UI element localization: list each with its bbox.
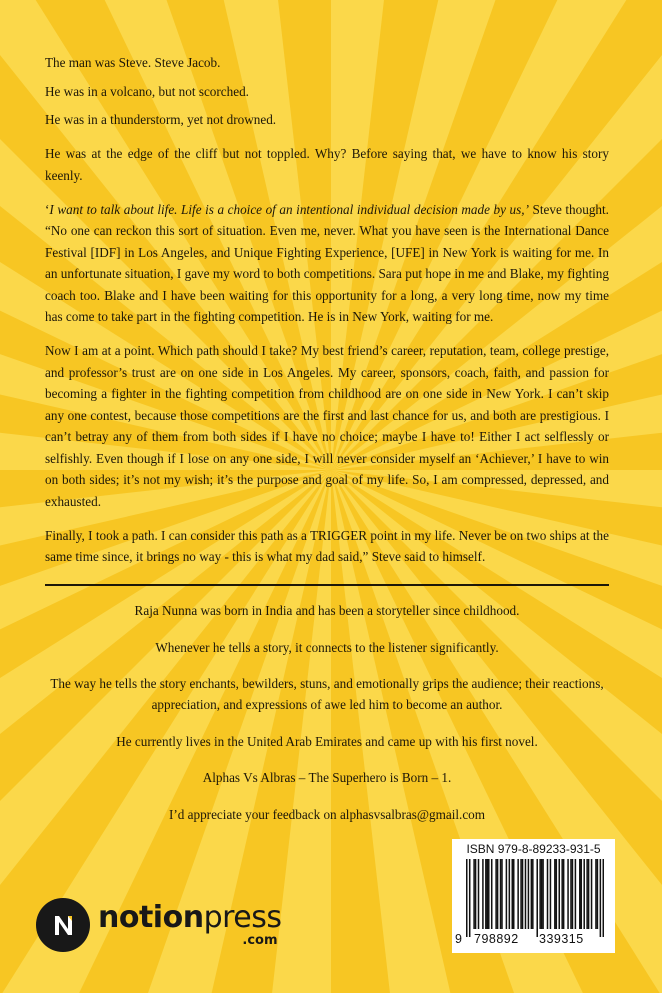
barcode-bar bbox=[506, 859, 508, 929]
barcode-bar bbox=[558, 859, 560, 929]
isbn-label: ISBN 979-8-89233-931-5 bbox=[466, 842, 601, 856]
barcode-bar bbox=[522, 859, 524, 929]
barcode-bar bbox=[554, 859, 556, 929]
barcode-bar bbox=[466, 859, 468, 937]
notionpress-n-icon bbox=[36, 898, 90, 952]
story-paragraph: He was in a volcano, but not scorched. bbox=[45, 83, 249, 99]
barcode-bar bbox=[583, 859, 585, 929]
story-blurb bbox=[45, 52, 609, 580]
book-title-line: Alphas Vs Albras – The Superhero is Born – 1. bbox=[202, 770, 452, 785]
quote-open-mark: ‘ bbox=[45, 201, 50, 217]
barcode-bar bbox=[528, 859, 530, 929]
barcode-bar bbox=[500, 859, 502, 929]
barcode-bar bbox=[579, 859, 581, 929]
barcode-bar bbox=[525, 859, 527, 929]
barcode-bar bbox=[591, 859, 593, 929]
barcode-bar bbox=[572, 859, 574, 929]
barcode-bar bbox=[512, 859, 514, 929]
section-divider bbox=[45, 584, 609, 586]
barcode-bar bbox=[586, 859, 588, 929]
quote-rest: Steve thought. “No one can reckon this sort of situation. Even me, never. What you have seen is the International Dance Festival [IDF] in Los Angeles, and Unique Fighting Experience, [UFE] in New York is waiting for me. In an unfortunate situation, I gave my word to both competitions. Sara put hope in me and Blake, my fighting coach too. Blake and I have been waiting for this opportunity for a long, a very long time, now my time has come to take part in the fighting competition. He is in New York, waiting for me. bbox=[45, 201, 609, 324]
barcode-bar bbox=[561, 859, 563, 929]
story-paragraph: Now I am at a point. Which path should I take? My best friend’s career, reputation, team, college prestige, and professor’s trust are on one side in Los Angeles. My career, sponsors, coach, faith, and passion for becoming a fighter in the fighting competition from childhood are on one side in New York. I can’t skip any one contest, because those competitions are the first and last chance for us, and both are prestigious. I can’t betray any of them from both sides if I have no choice; maybe I have to! Either I act selflessly or selfishly. Even though if I lose on any one side, I will never consider myself an ‘Achiever,’ I have to win on both sides; it’s not my wish; it’s the purpose and goal of my life. So, I am compressed, depressed, and exhausted. bbox=[45, 343, 609, 509]
barcode-bar bbox=[539, 859, 541, 929]
isbn-barcode bbox=[452, 839, 615, 953]
barcode-bar bbox=[478, 859, 480, 929]
barcode-bar bbox=[603, 859, 604, 937]
barcode-digits-left: 798892 bbox=[474, 932, 519, 946]
feedback-line: I’d appreciate your feedback on alphasvsalbras@gmail.com bbox=[168, 806, 486, 822]
barcode-bar bbox=[595, 859, 597, 929]
barcode-bar bbox=[475, 859, 477, 929]
barcode-bar bbox=[542, 859, 544, 929]
story-paragraph: Finally, I took a path. I can consider this path as a TRIGGER point in my life. Never be on two ships at the same time since, it brings no way - this is what my dad said,” Steve said to himself. bbox=[45, 527, 609, 564]
publisher-name-light: press bbox=[203, 900, 282, 935]
quote-italic: I want to talk about life. Life is a choice of an intentional individual decision made by us,’ bbox=[49, 201, 529, 217]
barcode-bars bbox=[466, 859, 604, 937]
barcode-bar bbox=[497, 859, 499, 929]
barcode-bar bbox=[532, 859, 534, 929]
barcode-bar bbox=[600, 859, 602, 937]
barcode-bar bbox=[495, 859, 497, 929]
barcode-bar bbox=[541, 859, 543, 929]
author-bio bbox=[45, 600, 609, 840]
barcode-bar bbox=[509, 859, 511, 929]
barcode-bar bbox=[547, 859, 549, 929]
publisher-suffix: .com bbox=[242, 933, 278, 948]
barcode-bar bbox=[487, 859, 489, 929]
barcode-bar bbox=[485, 859, 487, 929]
barcode-bar bbox=[597, 859, 599, 929]
story-paragraph: He was in a thunderstorm, yet not drowned. bbox=[45, 112, 277, 127]
barcode-bar bbox=[469, 859, 471, 937]
barcode-bar bbox=[491, 859, 493, 929]
bio-paragraph: Whenever he tells a story, it connects to the listener significantly. bbox=[155, 639, 499, 655]
bio-paragraph: Raja Nunna was born in India and has been a storyteller since childhood. bbox=[134, 603, 520, 618]
barcode-bar bbox=[473, 859, 475, 929]
barcode-bar bbox=[482, 859, 484, 929]
story-paragraph: He was at the edge of the cliff but not toppled. Why? Before saying that, we have to know his story keenly. bbox=[45, 146, 609, 183]
bio-paragraph: He currently lives in the United Arab Emirates and came up with his first novel. bbox=[116, 733, 538, 749]
publisher-name-bold: notion bbox=[98, 900, 204, 935]
bio-paragraph: The way he tells the story enchants, bewilders, stuns, and emotionally grips the audience; their reactions, appreciation, and expressions of awe led him to become an author. bbox=[50, 676, 604, 712]
publisher-logo bbox=[36, 895, 306, 955]
barcode-digits-right: 339315 bbox=[539, 932, 584, 946]
barcode-bar bbox=[531, 859, 533, 929]
publisher-wordmark bbox=[98, 895, 282, 955]
barcode-bar bbox=[563, 859, 565, 929]
barcode-bar bbox=[575, 859, 577, 929]
barcode-bar bbox=[501, 859, 503, 929]
story-paragraph: The man was Steve. Steve Jacob. bbox=[45, 55, 221, 70]
barcode-bar bbox=[536, 859, 538, 937]
barcode-bar bbox=[556, 859, 558, 929]
barcode-bar bbox=[513, 859, 515, 929]
barcode-bar bbox=[517, 859, 519, 929]
barcode-bar bbox=[567, 859, 569, 929]
barcode-bar bbox=[588, 859, 590, 929]
barcode-bar bbox=[488, 859, 490, 929]
barcode-bar bbox=[581, 859, 583, 929]
barcode-bar bbox=[550, 859, 552, 929]
barcode-bar bbox=[520, 859, 522, 929]
barcode-bar bbox=[570, 859, 572, 929]
quote-paragraph bbox=[45, 199, 609, 328]
barcode-digit-first: 9 bbox=[455, 932, 463, 946]
